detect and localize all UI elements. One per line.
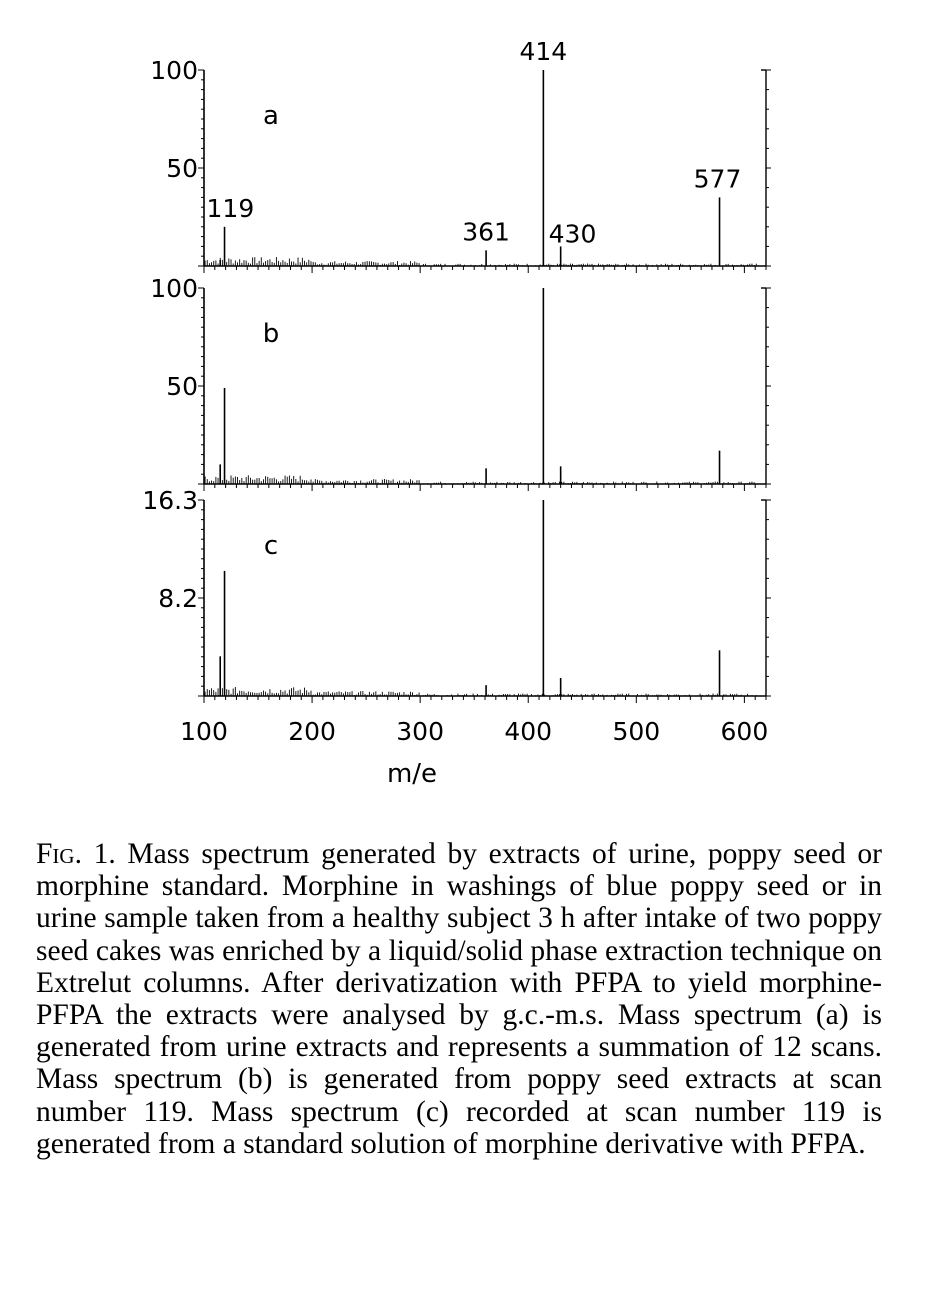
peak-label: 414 [519, 37, 568, 66]
peak-label: 119 [206, 193, 255, 223]
chart-root [142, 37, 771, 746]
figure-caption [36, 838, 882, 1160]
x-tick-label: 400 [504, 717, 553, 746]
spectrum-panel-b [150, 274, 771, 491]
caption-label: Fig. 1. [36, 838, 116, 870]
x-tick-label: 600 [720, 717, 769, 746]
x-axis-title: m/e [386, 759, 438, 789]
y-tick-label: 8.2 [158, 584, 198, 613]
panel-letter-b: b [262, 319, 280, 349]
peak-label: 577 [693, 164, 742, 194]
y-tick-label: 100 [150, 274, 198, 303]
caption-text: Mass spectrum generated by extracts of urine, poppy seed or morphine standard. Morphine in washings of blue poppy seed or in urine sample taken from a healthy subject 3 h after intake of two poppy seed cakes was enriched by a liquid/solid phase extraction technique on Extrelut columns. After derivatization with PFPA to yield morphine-PFPA the extracts were analysed by g.c.-m.s. Mass spectrum (a) is generated from urine extracts and represents a summation of 12 scans. Mass spectrum (b) is generated from poppy seed extracts at scan number 119. Mass spectrum (c) recorded at scan number 119 is generated from a standard solution of morphine derivative with PFPA. [36, 838, 882, 1160]
x-tick-label: 200 [288, 717, 336, 746]
y-tick-label: 50 [166, 372, 198, 401]
panel-letter-a: a [263, 101, 279, 131]
spectrum-panel-c [142, 486, 771, 703]
y-tick-label: 16.3 [142, 486, 198, 515]
y-tick-label: 100 [150, 56, 198, 85]
x-tick-label: 300 [396, 717, 445, 746]
x-tick-label: 500 [612, 717, 661, 746]
panel-letter-c: c [263, 531, 279, 561]
y-tick-label: 50 [166, 154, 198, 183]
peak-label: 430 [548, 219, 597, 249]
peak-label: 361 [462, 217, 510, 247]
spectrum-panel-a [150, 37, 771, 273]
x-tick-label: 100 [180, 717, 228, 746]
